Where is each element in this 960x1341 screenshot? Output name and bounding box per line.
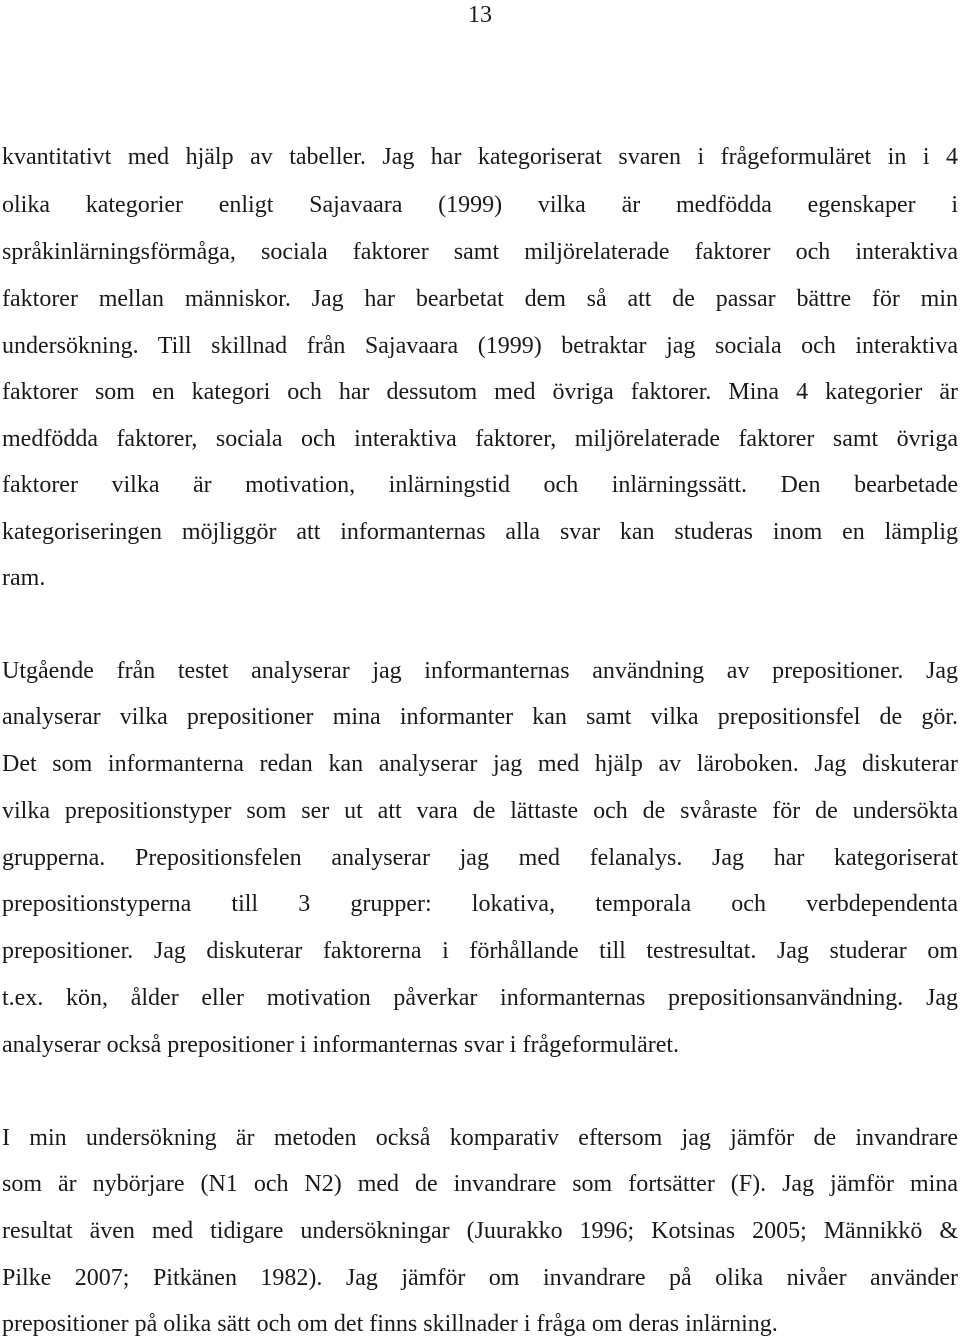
text-line: Det som informanterna redan kan analyserar jag med hjälp av läroboken. Jag diskuterar (2, 751, 958, 777)
page-number: 13 (468, 2, 492, 28)
text-line: kategoriseringen möjliggör att informanternas alla svar kan studeras inom en lämplig (2, 519, 958, 545)
text-line: t.ex. kön, ålder eller motivation påverkar informanternas prepositionsanvändning. Jag (2, 985, 958, 1011)
text-line: olika kategorier enligt Sajavaara (1999) vilka är medfödda egenskaper i (2, 192, 958, 218)
text-line: Utgående från testet analyserar jag informanternas användning av prepositioner. Jag (2, 658, 958, 684)
text-line: prepositionstyperna till 3 grupper: lokativa, temporala och verbdependenta (2, 891, 958, 917)
text-line: ram. (2, 565, 46, 591)
text-line: faktorer mellan människor. Jag har bearbetat dem så att de passar bättre för min (2, 286, 958, 312)
text-line: medfödda faktorer, sociala och interaktiva faktorer, miljörelaterade faktorer samt övriga (2, 426, 958, 452)
text-line: analyserar också prepositioner i informanternas svar i frågeformuläret. (2, 1032, 680, 1058)
text-line: analyserar vilka prepositioner mina informanter kan samt vilka prepositionsfel de gör. (2, 704, 958, 730)
text-line: vilka prepositionstyper som ser ut att vara de lättaste och de svåraste för de undersökta (2, 798, 958, 824)
text-line: prepositioner. Jag diskuterar faktorerna i förhållande till testresultat. Jag studerar om (2, 938, 958, 964)
text-line: som är nybörjare (N1 och N2) med de invandrare som fortsätter (F). Jag jämför mina (2, 1171, 958, 1197)
text-line: Pilke 2007; Pitkänen 1982). Jag jämför om invandrare på olika nivåer använder (2, 1265, 958, 1291)
text-line: prepositioner på olika sätt och om det finns skillnader i fråga om deras inlärning. (2, 1311, 778, 1337)
text-line: grupperna. Prepositionsfelen analyserar jag med felanalys. Jag har kategoriserat (2, 845, 958, 871)
text-line: undersökning. Till skillnad från Sajavaara (1999) betraktar jag sociala och interaktiva (2, 333, 958, 359)
text-line: faktorer som en kategori och har dessutom med övriga faktorer. Mina 4 kategorier är (2, 379, 958, 405)
text-line: resultat även med tidigare undersökningar (Juurakko 1996; Kotsinas 2005; Männikkö & (2, 1218, 958, 1244)
text-line: I min undersökning är metoden också komparativ eftersom jag jämför de invandrare (2, 1125, 958, 1151)
text-line: språkinlärningsförmåga, sociala faktorer samt miljörelaterade faktorer och interaktiva (2, 239, 958, 265)
text-line: faktorer vilka är motivation, inlärningstid och inlärningssätt. Den bearbetade (2, 472, 958, 498)
text-line: kvantitativt med hjälp av tabeller. Jag har kategoriserat svaren i frågeformuläret in i 4 (2, 144, 958, 170)
